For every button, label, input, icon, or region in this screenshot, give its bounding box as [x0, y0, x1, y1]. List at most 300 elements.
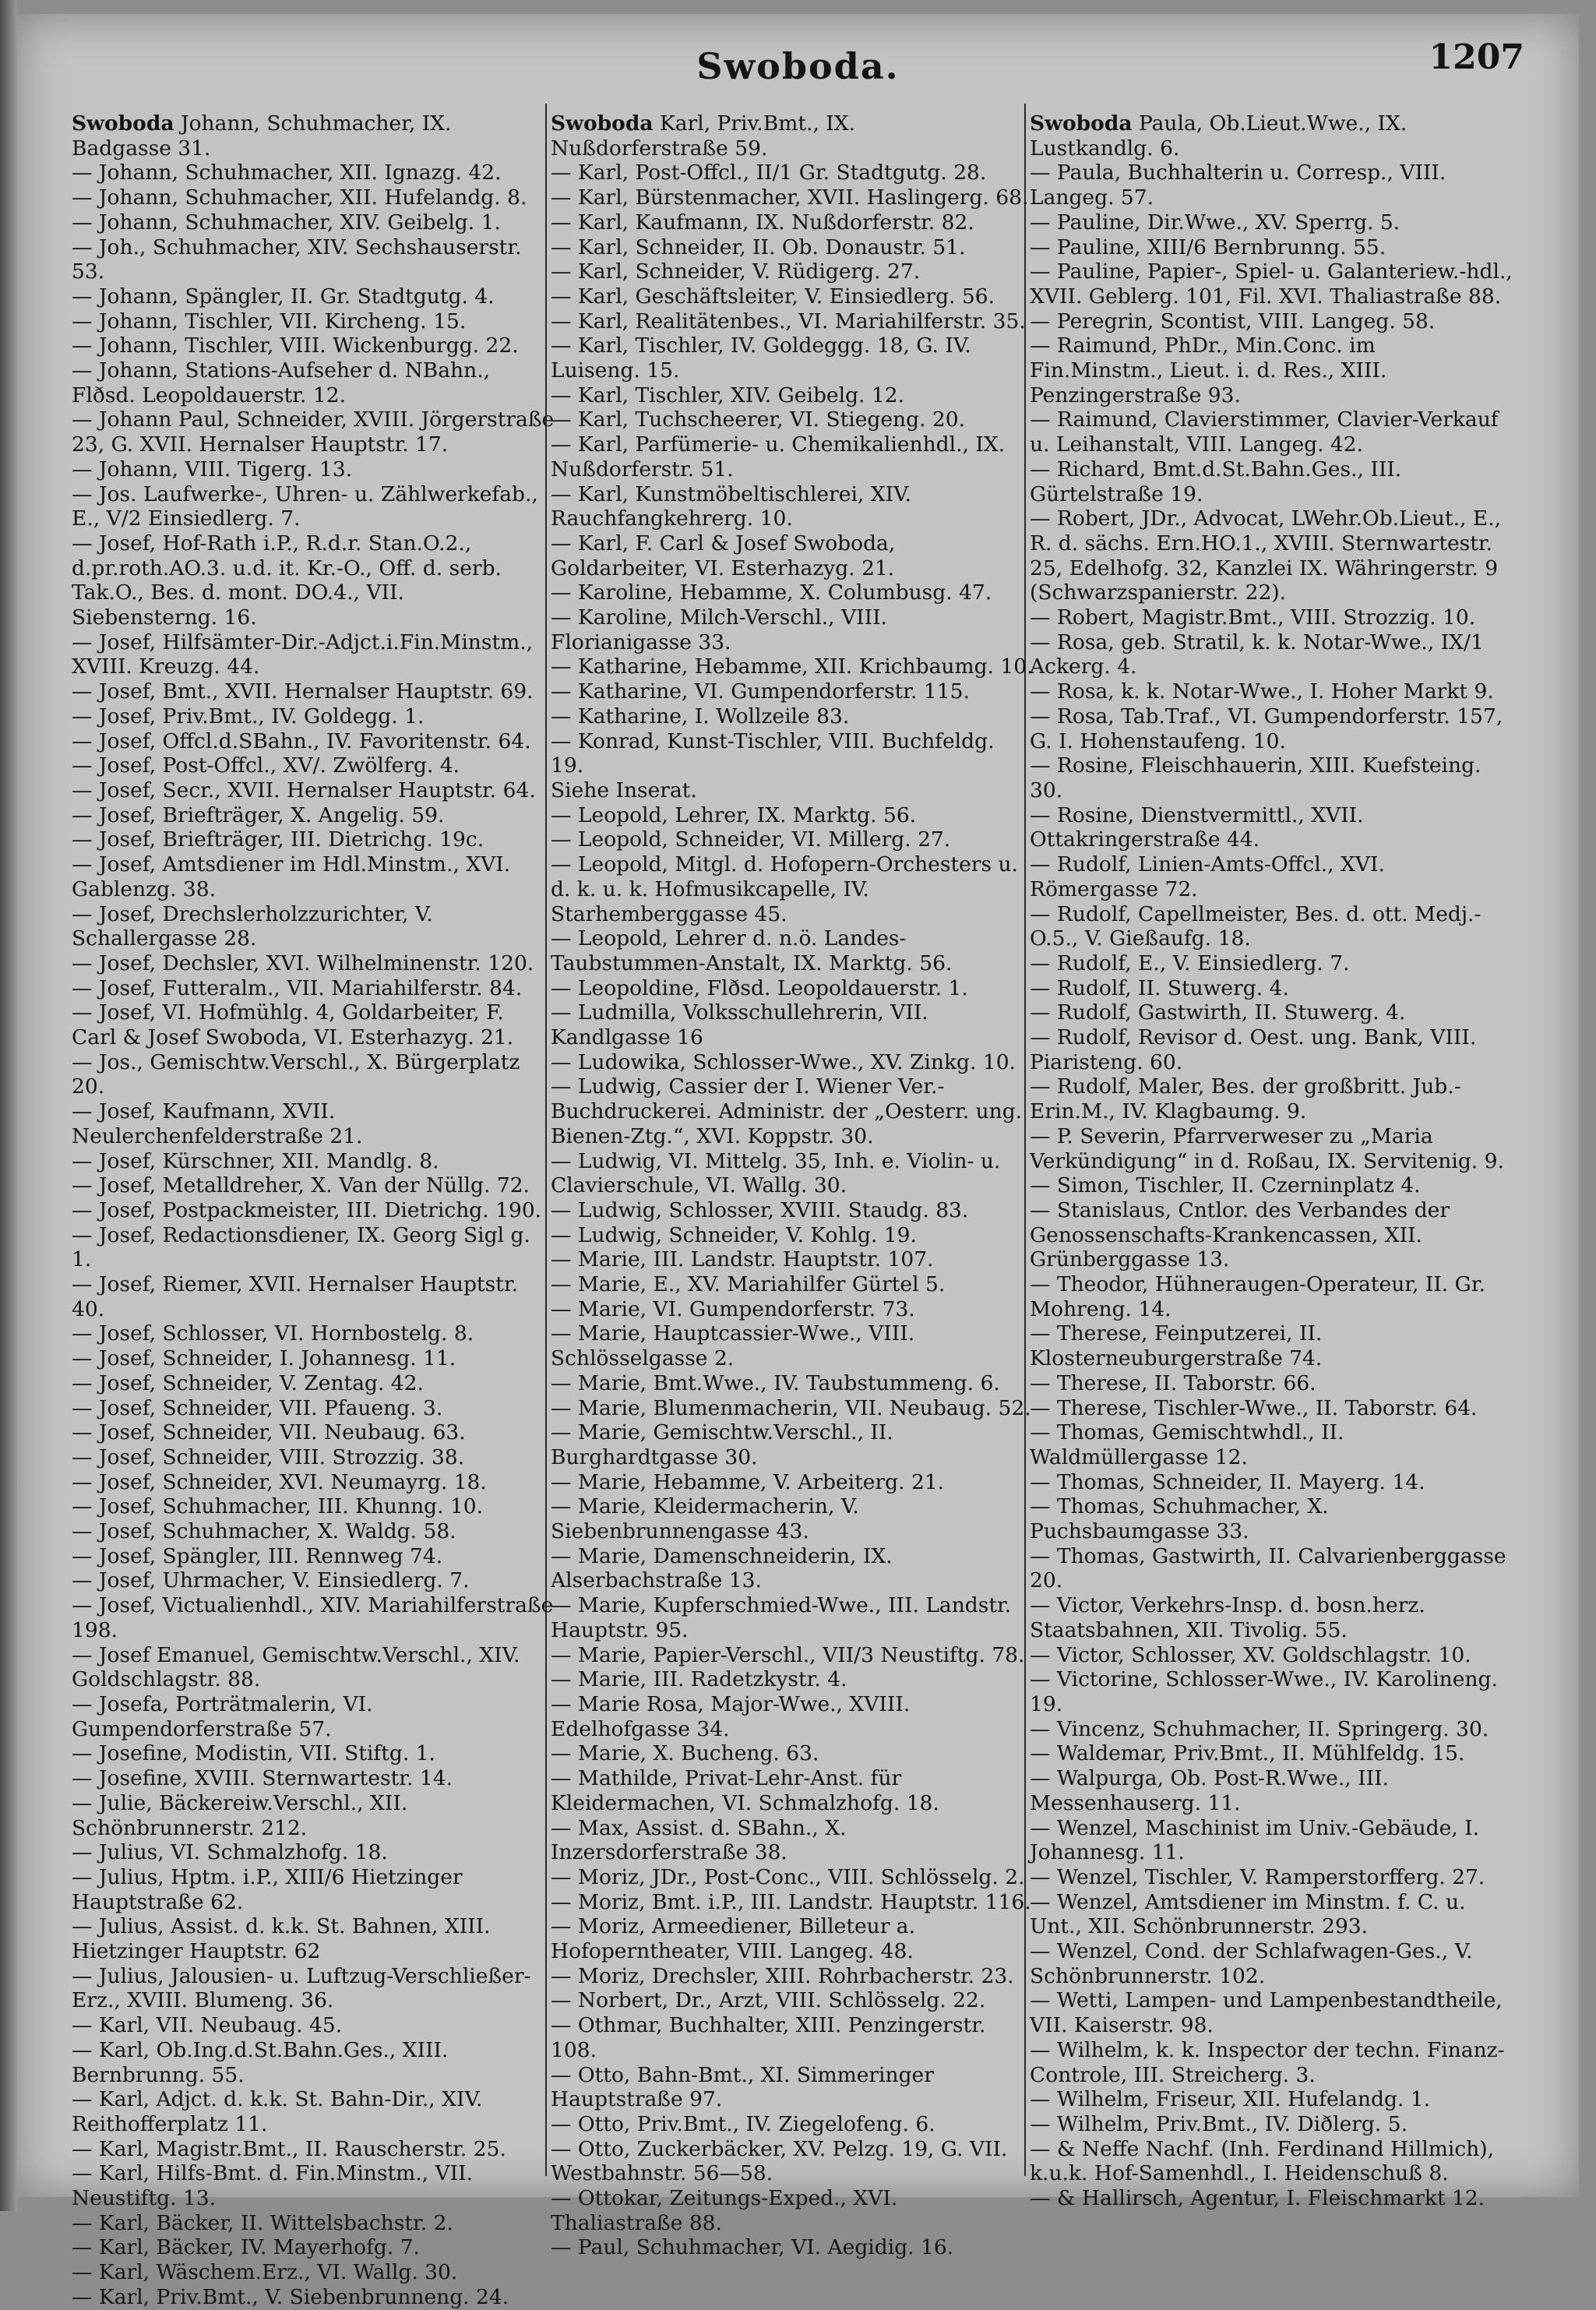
- entry-text: — Karl, Tischler, IV. Goldeggg. 18, G. IV. Luiseng. 15.: [551, 333, 971, 383]
- directory-entry: [72, 1593, 555, 1642]
- entry-text: — Theodor, Hühneraugen-Operateur, II. Gr. Mohreng. 14.: [1030, 1272, 1485, 1321]
- directory-entry: [551, 2013, 1034, 2062]
- directory-entry: [72, 333, 555, 358]
- entry-text: — Rudolf, E., V. Einsiedlerg. 7.: [1030, 950, 1350, 975]
- entry-text: — Marie Rosa, Major-Wwe., XVIII. Edelhofgasse 34.: [551, 1692, 911, 1741]
- entry-text: — Wilhelm, Friseur, XII. Hufelandg. 1.: [1030, 2087, 1431, 2112]
- directory-entry: [1030, 1643, 1513, 1668]
- directory-entry: [551, 1470, 1034, 1495]
- directory-entry: [1030, 902, 1513, 951]
- directory-entry: [551, 605, 1034, 654]
- entry-text: — Katharine, VI. Gumpendorferstr. 115.: [551, 679, 970, 704]
- entry-text: — Josef, Schneider, V. Zentag. 42.: [72, 1370, 424, 1395]
- directory-entry: [72, 1568, 555, 1593]
- directory-entry: [1030, 1544, 1513, 1593]
- directory-entry: [551, 1914, 1034, 1963]
- entry-text: — Konrad, Kunst-Tischler, VIII. Buchfeldg. 19.: [551, 728, 995, 778]
- entry-text: — Karl, Geschäftsleiter, V. Einsiedlerg. 56.: [551, 284, 995, 309]
- directory-entry: [1030, 1272, 1513, 1321]
- directory-entry: [551, 1890, 1034, 1915]
- entry-text: — Marie, Papier-Verschl., VII/3 Neustiftg. 78.: [551, 1642, 1025, 1667]
- directory-entry: [72, 111, 555, 160]
- entry-text: — Josef, Amtsdiener im Hdl.Minstm., XVI. Gablenzg. 38.: [72, 852, 511, 901]
- entry-text: — Josef, Dechsler, XVI. Wilhelminenstr. 120.: [72, 950, 534, 975]
- entry-text: — Julius, VI. Schmalzhofg. 18.: [72, 1840, 388, 1865]
- entry-text: — Moriz, Bmt. i.P., III. Landstr. Hauptstr. 116.: [551, 1889, 1031, 1914]
- entry-text: — Therese, Feinputzerei, II. Klosterneuburgerstraße 74.: [1030, 1321, 1323, 1371]
- directory-entry: [72, 1865, 555, 1914]
- entry-text: — Marie, Blumenmacherin, VII. Neubaug. 52.: [551, 1395, 1031, 1420]
- directory-entry: [1030, 1124, 1513, 1173]
- entry-text: — Thomas, Gastwirth, II. Calvarienberggasse 20.: [1030, 1543, 1506, 1593]
- directory-entry: [72, 1198, 555, 1223]
- directory-entry: [72, 1321, 555, 1346]
- directory-entry: [72, 309, 555, 334]
- entry-text: — Karl, Hilfs-Bmt. d. Fin.Minstm., VII. Neustiftg. 13.: [72, 2161, 474, 2211]
- directory-entry: [1030, 704, 1513, 753]
- directory-entry: [551, 1964, 1034, 1989]
- directory-entry: [551, 778, 1034, 803]
- directory-entry: [72, 1396, 555, 1421]
- directory-entry: [1030, 605, 1513, 630]
- entry-text: — Johann, Schuhmacher, XII. Ignazg. 42.: [72, 160, 502, 185]
- entry-text: — Norbert, Dr., Arzt, VIII. Schlösselg. 22.: [551, 1988, 986, 2013]
- entry-text: — Leopold, Mitgl. d. Hofopern-Orchesters u. d. k. u. k. Hofmusikcapelle, IV. Starhemberggasse 45.: [551, 852, 1018, 926]
- directory-entry: [551, 1988, 1034, 2013]
- entry-text: — Josefa, Porträtmalerin, VI. Gumpendorferstraße 57.: [72, 1692, 373, 1741]
- entry-text: — Vincenz, Schuhmacher, II. Springerg. 30.: [1030, 1716, 1489, 1741]
- directory-entry: [72, 1099, 555, 1148]
- directory-entry: [1030, 1371, 1513, 1396]
- entry-text: — Johann, Schuhmacher, XII. Hufelandg. 8.: [72, 185, 527, 210]
- directory-entry: [551, 679, 1034, 704]
- directory-entry: [72, 2013, 555, 2038]
- directory-entry: [1030, 1766, 1513, 1815]
- directory-entry: [72, 2260, 555, 2285]
- entry-text: — Mathilde, Privat-Lehr-Anst. für Kleidermachen, VI. Schmalzhofg. 18.: [551, 1766, 939, 1815]
- directory-entry: [551, 2235, 1034, 2260]
- entry-text: — Waldemar, Priv.Bmt., II. Mühlfeldg. 15.: [1030, 1741, 1465, 1766]
- directory-entry: [551, 1593, 1034, 1642]
- entry-text: — Karl, Adjct. d. k.k. St. Bahn-Dir., XIV. Reithofferplatz 11.: [72, 2087, 483, 2136]
- entry-text: — Otto, Zuckerbäcker, XV. Pelzg. 19, G. VII. Westbahnstr. 56—58.: [551, 2136, 1008, 2186]
- entry-text: — Josef, Drechslerholzzurichter, V. Schallergasse 28.: [72, 901, 433, 951]
- entry-text: — Marie, Gemischtw.Verschl., II. Burghardtgasse 30.: [551, 1420, 893, 1469]
- entry-text: — Rosa, Tab.Traf., VI. Gumpendorferstr. 157, G. I. Hohenstaufeng. 10.: [1030, 704, 1503, 753]
- entry-text: — Josef, Schneider, VIII. Strozzig. 38.: [72, 1444, 465, 1469]
- entry-text: — Marie, Kleidermacherin, V. Siebenbrunnengasse 43.: [551, 1494, 859, 1544]
- entry-text: — Stanislaus, Cntlor. des Verbandes der Genossenschafts-Krankencassen, XII. Grünberggasse 13.: [1030, 1197, 1450, 1272]
- directory-entry: [72, 852, 555, 901]
- directory-entry: [72, 1766, 555, 1791]
- directory-entry: [1030, 1074, 1513, 1123]
- directory-entry: [551, 1643, 1034, 1668]
- directory-entry: [551, 1544, 1034, 1593]
- entry-text: — Marie, Kupferschmied-Wwe., III. Landstr. Hauptstr. 95.: [551, 1593, 1012, 1642]
- entry-text: — Karl, F. Carl & Josef Swoboda, Goldarbeiter, VI. Esterhazyg. 21.: [551, 531, 896, 580]
- directory-entry: [72, 210, 555, 235]
- directory-entry: [1030, 506, 1513, 605]
- directory-entry: [551, 1198, 1034, 1223]
- entry-text: — Robert, JDr., Advocat, LWehr.Ob.Lieut., E., R. d. sächs. Ern.HO.1., XVIII. Sternwartestr. 25, Edelhofg. 32, Kanzlei IX. Währingerstr. 9 (Schwarzspanierstr. 22).: [1030, 506, 1502, 605]
- entry-text: — Victor, Schlosser, XV. Goldschlagstr. 10.: [1030, 1642, 1471, 1667]
- directory-entry: [551, 1865, 1034, 1890]
- entry-text: — Johann, Schuhmacher, XIV. Geibelg. 1.: [72, 210, 501, 235]
- directory-entry: [72, 2137, 555, 2162]
- entry-surname: Swoboda: [72, 111, 174, 136]
- directory-entry: [72, 778, 555, 803]
- directory-entry: [551, 1247, 1034, 1272]
- entry-text: — Paula, Buchhalterin u. Corresp., VIII. Langeg. 57.: [1030, 160, 1446, 210]
- directory-entry: [1030, 1667, 1513, 1716]
- entry-text: — Josef, Schneider, VII. Neubaug. 63.: [72, 1420, 466, 1445]
- page-title: Swoboda.: [696, 45, 900, 87]
- entry-text: — Josef, VI. Hofmühlg. 4, Goldarbeiter, F. Carl & Josef Swoboda, VI. Esterhazyg. 21.: [72, 1000, 514, 1050]
- entry-text: — Josef, Briefträger, III. Dietrichg. 19c.: [72, 827, 484, 852]
- directory-entry: [551, 803, 1034, 828]
- entry-surname: Swoboda: [1030, 111, 1133, 136]
- directory-entry: [1030, 1816, 1513, 1865]
- directory-entry: [72, 284, 555, 309]
- directory-entry: [72, 803, 555, 828]
- directory-entry: [1030, 407, 1513, 457]
- entry-text: — Moriz, Drechsler, XIII. Rohrbacherstr. 23.: [551, 1963, 1014, 1988]
- entry-text: — Marie, Bmt.Wwe., IV. Taubstummeng. 6.: [551, 1370, 1000, 1395]
- directory-entry: [72, 358, 555, 407]
- directory-entry: [72, 235, 555, 284]
- entry-text: — Therese, II. Taborstr. 66.: [1030, 1370, 1316, 1395]
- directory-entry: [72, 1519, 555, 1544]
- entry-text: — Leopoldine, Flðsd. Leopoldauerstr. 1.: [551, 975, 968, 1000]
- directory-entry: [1030, 2137, 1513, 2186]
- entry-text: — & Hallirsch, Agentur, I. Fleischmarkt 12.: [1030, 2186, 1485, 2211]
- directory-entry: [72, 1494, 555, 1519]
- entry-text: — Marie, III. Landstr. Hauptstr. 107.: [551, 1247, 934, 1272]
- directory-page: [17, 14, 1579, 2309]
- entry-text: — Karl, Tischler, XIV. Geibelg. 12.: [551, 383, 905, 407]
- directory-entry: [551, 1667, 1034, 1692]
- directory-entry: [1030, 235, 1513, 260]
- entry-text: — Ludmilla, Volksschullehrerin, VII. Kandlgasse 16: [551, 1000, 928, 1050]
- directory-entry: [551, 1420, 1034, 1469]
- entry-text: — Karl, Realitätenbes., VI. Mariahilferstr. 35.: [551, 309, 1026, 333]
- directory-entry: [72, 407, 555, 457]
- entry-text: — Rosine, Dienstvermittl., XVII. Ottakringerstraße 44.: [1030, 802, 1364, 852]
- entry-text: — Rudolf, Revisor d. Oest. ung. Bank, VIII. Piaristeng. 60.: [1030, 1025, 1477, 1074]
- directory-entry: [1030, 259, 1513, 309]
- directory-entry: [551, 407, 1034, 432]
- entry-text: — P. Severin, Pfarrverweser zu „Maria Verkündigung“ in d. Roßau, IX. Servitenig. 9.: [1030, 1123, 1504, 1173]
- entry-text: — Josef, Bmt., XVII. Hernalser Hauptstr. 69.: [72, 679, 534, 704]
- directory-entry: [1030, 2186, 1513, 2211]
- directory-entry: [72, 1272, 555, 1321]
- directory-entry: [72, 1050, 555, 1099]
- entry-text: — Josef, Redactionsdiener, IX. Georg Sigl g. 1.: [72, 1222, 530, 1272]
- entry-text: — Rudolf, Capellmeister, Bes. d. ott. Medj.-O.5., V. Gießaufg. 18.: [1030, 901, 1481, 951]
- directory-entry: [1030, 1988, 1513, 2037]
- entry-text: — Wenzel, Maschinist im Univ.-Gebäude, I. Johannesg. 11.: [1030, 1815, 1480, 1865]
- directory-entry: [1030, 1396, 1513, 1421]
- entry-text: — Rudolf, Maler, Bes. der großbritt. Jub.-Erin.M., IV. Klagbaumg. 9.: [1030, 1074, 1461, 1124]
- entry-text: — Johann, Tischler, VIII. Wickenburgg. 22.: [72, 333, 519, 358]
- entry-text: — Josefine, XVIII. Sternwartestr. 14.: [72, 1766, 453, 1791]
- entry-text: — Wilhelm, k. k. Inspector der techn. Finanz-Controle, III. Streicherg. 3.: [1030, 2037, 1505, 2087]
- directory-entry: [1030, 1741, 1513, 1766]
- entry-text: — Wetti, Lampen- und Lampenbestandtheile, VII. Kaiserstr. 98.: [1030, 1988, 1503, 2038]
- directory-entry: [551, 259, 1034, 284]
- entry-text: — Karl, Bürstenmacher, XVII. Haslingerg. 68.: [551, 185, 1029, 210]
- entry-text: — Victorine, Schlosser-Wwe., IV. Karolineng. 19.: [1030, 1667, 1498, 1716]
- entry-text: — Raimund, PhDr., Min.Conc. im Fin.Minstm., Lieut. i. d. Res., XIII. Penzingerstraße 93.: [1030, 333, 1387, 407]
- entry-text: — Karl, Ob.Ing.d.St.Bahn.Ges., XIII. Bernbrunng. 55.: [72, 2037, 449, 2087]
- entry-text: — Josef, Metalldreher, X. Van der Nüllg. 72.: [72, 1173, 530, 1198]
- entry-text: — Ludwig, Schlosser, XVIII. Staudg. 83.: [551, 1197, 969, 1222]
- entry-text: — Wenzel, Cond. der Schlafwagen-Ges., V. Schönbrunnerstr. 102.: [1030, 1939, 1473, 1988]
- entry-text: — Josef, Spängler, III. Rennweg 74.: [72, 1543, 443, 1568]
- directory-entry: [1030, 803, 1513, 852]
- entry-text: — Josef, Schlosser, VI. Hornbostelg. 8.: [72, 1321, 474, 1346]
- entry-text: — Ludwig, Schneider, V. Kohlg. 19.: [551, 1222, 917, 1247]
- entry-text: — Marie, Damenschneiderin, IX. Alserbachstraße 13.: [551, 1543, 893, 1593]
- directory-entry: [72, 1173, 555, 1198]
- entry-text: Johann, Schuhmacher, IX. Badgasse 31.: [72, 111, 452, 160]
- directory-entry: [551, 1272, 1034, 1297]
- entry-text: — Peregrin, Scontist, VIII. Langeg. 58.: [1030, 309, 1436, 333]
- entry-text: — Marie, VI. Gumpendorferstr. 73.: [551, 1296, 915, 1321]
- entry-text: — Josef, Schneider, XVI. Neumayrg. 18.: [72, 1469, 487, 1494]
- entry-text: — Otto, Priv.Bmt., IV. Ziegelofeng. 6.: [551, 2111, 935, 2136]
- directory-entry: [72, 1692, 555, 1741]
- entry-text: — Leopold, Schneider, VI. Millerg. 27.: [551, 827, 951, 852]
- entry-text: — Josef, Schneider, I. Johannesg. 11.: [72, 1346, 456, 1371]
- directory-entry: [551, 926, 1034, 975]
- directory-entry: [72, 1544, 555, 1569]
- entry-text: — Wilhelm, Priv.Bmt., IV. Diðlerg. 5.: [1030, 2111, 1408, 2136]
- entry-text: — Karl, Bäcker, IV. Mayerhofg. 7.: [72, 2235, 420, 2260]
- directory-entry: [72, 704, 555, 729]
- directory-entry: [1030, 1420, 1513, 1469]
- entry-text: — Pauline, XIII/6 Bernbrunng. 55.: [1030, 235, 1386, 259]
- entry-text: — Simon, Tischler, II. Czerninplatz 4.: [1030, 1173, 1421, 1198]
- entry-text: — Victor, Verkehrs-Insp. d. bosn.herz. Staatsbahnen, XII. Tivolig. 55.: [1030, 1593, 1425, 1642]
- directory-entry: [551, 1766, 1034, 1815]
- directory-entry: [72, 1000, 555, 1049]
- directory-entry: [72, 976, 555, 1001]
- directory-entry: [1030, 457, 1513, 506]
- entry-text: — Jos., Gemischtw.Verschl., X. Bürgerplatz 20.: [72, 1049, 520, 1099]
- directory-entry: [1030, 753, 1513, 802]
- directory-entry: [1030, 1865, 1513, 1890]
- entry-text: Siehe Inserat.: [551, 778, 697, 802]
- directory-entry: [551, 284, 1034, 309]
- entry-text: — Leopold, Lehrer, IX. Marktg. 56.: [551, 802, 917, 827]
- directory-entry: [1030, 1173, 1513, 1198]
- directory-entry: [551, 827, 1034, 852]
- entry-text: — Julius, Assist. d. k.k. St. Bahnen, XIII. Hietzinger Hauptstr. 62: [72, 1914, 491, 1964]
- entry-text: — Johann, Stations-Aufseher d. NBahn., Flðsd. Leopoldauerstr. 12.: [72, 358, 491, 407]
- directory-entry: [551, 704, 1034, 729]
- entry-text: — Rudolf, Linien-Amts-Offcl., XVI. Römergasse 72.: [1030, 852, 1385, 901]
- directory-entry: [72, 457, 555, 482]
- entry-surname: Swoboda: [551, 111, 654, 136]
- entry-text: — Rosa, geb. Stratil, k. k. Notar-Wwe., IX/1 Ackerg. 4.: [1030, 630, 1484, 679]
- directory-entry: [551, 1321, 1034, 1370]
- directory-entry: [1030, 333, 1513, 407]
- directory-entry: [551, 1741, 1034, 1766]
- entry-text: — Karl, Tuchscheerer, VI. Stiegeng. 20.: [551, 407, 966, 432]
- directory-entry: [72, 729, 555, 754]
- directory-entry: [551, 210, 1034, 235]
- directory-entry: [72, 2211, 555, 2236]
- entry-text: — Wenzel, Amtsdiener im Minstm. f. C. u. Unt., XII. Schönbrunnerstr. 293.: [1030, 1889, 1466, 1939]
- directory-entry: [1030, 1470, 1513, 1495]
- entry-text: — Karl, VII. Neubaug. 45.: [72, 2013, 343, 2038]
- entry-text: — Karl, Parfümerie- u. Chemikalienhdl., IX. Nußdorferstr. 51.: [551, 432, 1006, 481]
- entry-text: — Leopold, Lehrer d. n.ö. Landes-Taubstummen-Anstalt, IX. Marktg. 56.: [551, 926, 953, 975]
- directory-entry: [72, 1420, 555, 1445]
- directory-entry: [72, 679, 555, 704]
- directory-entry: [1030, 630, 1513, 679]
- directory-entry: [1030, 2038, 1513, 2087]
- directory-entry: [551, 309, 1034, 334]
- entry-text: — Julius, Jalousien- u. Luftzug-Verschließer-Erz., XVIII. Blumeng. 36.: [72, 1963, 531, 2013]
- directory-entry: [72, 753, 555, 778]
- directory-entry: [551, 1494, 1034, 1543]
- entry-text: — Paul, Schuhmacher, VI. Aegidig. 16.: [551, 2235, 954, 2260]
- entry-text: — Josef, Victualienhdl., XIV. Mariahilferstraße 198.: [72, 1593, 554, 1642]
- directory-entry: [551, 729, 1034, 778]
- directory-entry: [551, 852, 1034, 926]
- directory-entry: [72, 902, 555, 951]
- directory-entry: [1030, 1494, 1513, 1543]
- entry-text: — Karl, Post-Offcl., II/1 Gr. Stadtgutg. 28.: [551, 160, 987, 185]
- directory-entry: [551, 1223, 1034, 1248]
- directory-entry: [72, 1223, 555, 1272]
- directory-entry: [72, 185, 555, 210]
- directory-entry: [72, 2285, 555, 2310]
- entry-text: — Ludowika, Schlosser-Wwe., XV. Zinkg. 10.: [551, 1049, 1016, 1074]
- directory-entry: [72, 2235, 555, 2260]
- entry-text: — Josefine, Modistin, VII. Stiftg. 1.: [72, 1741, 435, 1766]
- entry-text: — Wenzel, Tischler, V. Ramperstorfferg. 27.: [1030, 1864, 1485, 1889]
- entry-text: — Karoline, Hebamme, X. Columbusg. 47.: [551, 580, 992, 605]
- directory-entry: [551, 432, 1034, 481]
- directory-entry: [1030, 1717, 1513, 1742]
- directory-entry: [551, 1297, 1034, 1322]
- entry-text: — Max, Assist. d. SBahn., X. Inzersdorferstraße 38.: [551, 1815, 847, 1865]
- entry-text: — Moriz, Armeediener, Billeteur a. Hofoperntheater, VIII. Langeg. 48.: [551, 1914, 916, 1964]
- entry-text: — Josef, Schuhmacher, X. Waldg. 58.: [72, 1519, 456, 1544]
- entry-text: — Johann, Tischler, VII. Kircheng. 15.: [72, 309, 467, 333]
- directory-entry: [551, 580, 1034, 605]
- entry-text: — Moriz, JDr., Post-Conc., VIII. Schlösselg. 2.: [551, 1864, 1025, 1889]
- entry-text: — Richard, Bmt.d.St.Bahn.Ges., III. Gürtelstraße 19.: [1030, 457, 1402, 506]
- entry-text: — Karl, Schneider, V. Rüdigerg. 27.: [551, 259, 921, 284]
- directory-entry: [72, 827, 555, 852]
- directory-entry: [551, 1000, 1034, 1049]
- directory-entry: [72, 630, 555, 679]
- entry-text: Paula, Ob.Lieut.Wwe., IX. Lustkandlg. 6.: [1030, 111, 1408, 160]
- entry-text: — Jos. Laufwerke-, Uhren- u. Zählwerkefab., E., V/2 Einsiedlerg. 7.: [72, 481, 538, 531]
- directory-entry: [72, 1371, 555, 1396]
- entry-text: — Johann, VIII. Tigerg. 13.: [72, 457, 353, 481]
- directory-entry: [1030, 852, 1513, 901]
- directory-entry: [1030, 1890, 1513, 1939]
- directory-entry: [551, 1371, 1034, 1396]
- entry-text: — Otto, Bahn-Bmt., XI. Simmeringer Hauptstraße 97.: [551, 2062, 934, 2112]
- entry-text: — Othmar, Buchhalter, XIII. Penzingerstr. 108.: [551, 2013, 986, 2062]
- entry-text: — Karl, Magistr.Bmt., II. Rauscherstr. 25.: [72, 2136, 506, 2161]
- directory-entry: [72, 2161, 555, 2210]
- directory-entry: [551, 1396, 1034, 1421]
- entry-text: — Thomas, Schneider, II. Mayerg. 14.: [1030, 1469, 1425, 1494]
- page-edge: [0, 0, 17, 2211]
- entry-text: — Robert, Magistr.Bmt., VIII. Strozzig. 10.: [1030, 605, 1476, 630]
- entry-text: Karl, Priv.Bmt., IX. Nußdorferstraße 59.: [551, 111, 856, 160]
- directory-entry: [551, 1692, 1034, 1741]
- directory-entry: [551, 235, 1034, 260]
- directory-entry: [72, 1840, 555, 1865]
- entry-text: — & Neffe Nachf. (Inh. Ferdinand Hillmich), k.u.k. Hof-Samenhdl., I. Heidenschuß 8.: [1030, 2136, 1494, 2186]
- entry-text: — Marie, X. Bucheng. 63.: [551, 1741, 819, 1766]
- directory-entry: [551, 160, 1034, 185]
- entry-text: — Karl, Schneider, II. Ob. Donaustr. 51.: [551, 235, 966, 259]
- directory-entry: [551, 1149, 1034, 1198]
- directory-entry: [72, 531, 555, 630]
- directory-entry: [72, 1346, 555, 1371]
- directory-entry: [1030, 1321, 1513, 1370]
- entry-text: — Josef, Briefträger, X. Angelig. 59.: [72, 802, 445, 827]
- entry-text: — Josef, Uhrmacher, V. Einsiedlerg. 7.: [72, 1568, 470, 1593]
- entry-text: — Marie, III. Radetzkystr. 4.: [551, 1667, 847, 1692]
- directory-entry: [1030, 1939, 1513, 1988]
- entry-text: — Karl, Kunstmöbeltischlerei, XIV. Rauchfangkehrerg. 10.: [551, 481, 912, 531]
- directory-entry: [72, 1914, 555, 1963]
- entry-text: — Johann Paul, Schneider, XVIII. Jörgerstraße 23, G. XVII. Hernalser Hauptstr. 17.: [72, 407, 555, 457]
- directory-entry: [72, 1741, 555, 1766]
- entry-text: — Thomas, Schuhmacher, X. Puchsbaumgasse 33.: [1030, 1494, 1329, 1544]
- directory-entry: [1030, 1198, 1513, 1272]
- directory-entry: [551, 333, 1034, 383]
- directory-entry: [1030, 2087, 1513, 2112]
- entry-text: — Karl, Priv.Bmt., V. Siebenbrunneng. 24.: [72, 2284, 509, 2309]
- directory-entry: [1030, 1025, 1513, 1074]
- column-2: [551, 111, 1034, 2260]
- entry-text: — Therese, Tischler-Wwe., II. Taborstr. 64.: [1030, 1395, 1478, 1420]
- directory-entry: [1030, 111, 1513, 160]
- directory-entry: [72, 1470, 555, 1495]
- directory-entry: [551, 482, 1034, 531]
- entry-text: — Joh., Schuhmacher, XIV. Sechshauserstr. 53.: [72, 235, 522, 284]
- directory-entry: [1030, 976, 1513, 1001]
- entry-text: — Thomas, Gemischtwhdl., II. Waldmüllergasse 12.: [1030, 1420, 1344, 1469]
- entry-text: — Josef, Kaufmann, XVII. Neulerchenfelderstraße 21.: [72, 1099, 363, 1148]
- entry-text: — Walpurga, Ob. Post-R.Wwe., III. Messenhauserg. 11.: [1030, 1766, 1389, 1815]
- directory-entry: [1030, 679, 1513, 704]
- directory-entry: [1030, 2112, 1513, 2137]
- directory-entry: [72, 1791, 555, 1840]
- directory-entry: [551, 1050, 1034, 1075]
- entry-text: — Julius, Hptm. i.P., XIII/6 Hietzinger Hauptstraße 62.: [72, 1864, 463, 1914]
- entry-text: — Rosine, Fleischhauerin, XIII. Kuefsteing. 30.: [1030, 753, 1481, 802]
- entry-text: — Josef, Postpackmeister, III. Dietrichg. 190.: [72, 1197, 542, 1222]
- directory-entry: [1030, 1593, 1513, 1642]
- directory-entry: [72, 2038, 555, 2087]
- entry-text: — Josef, Priv.Bmt., IV. Goldegg. 1.: [72, 704, 425, 728]
- directory-entry: [72, 1445, 555, 1470]
- page-number: 1207: [1429, 37, 1524, 77]
- entry-text: — Johann, Spängler, II. Gr. Stadtgutg. 4.: [72, 284, 495, 309]
